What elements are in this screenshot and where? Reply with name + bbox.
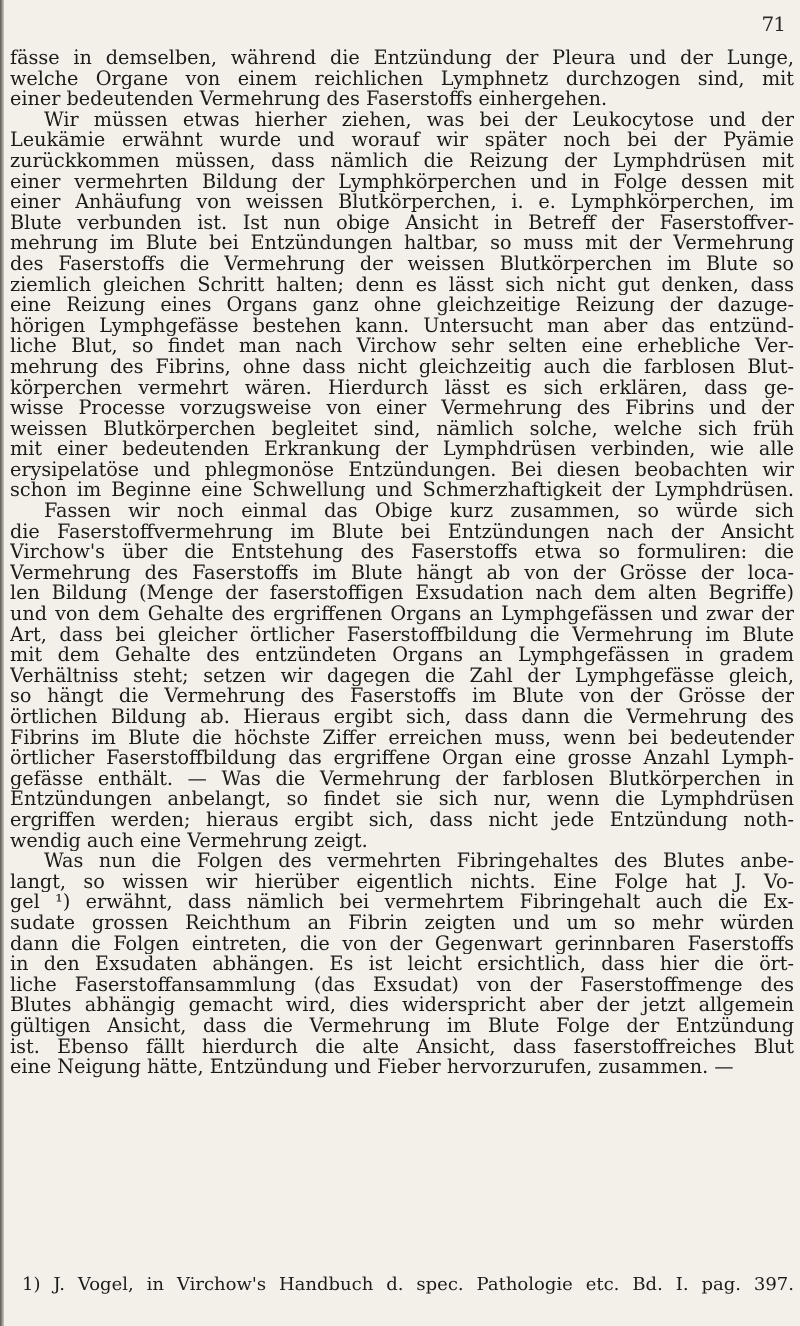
text-line: Was nun die Folgen des vermehrten Fibringehaltes des Blutes anbe- [44, 851, 794, 872]
text-line: Verhältniss steht; setzen wir dagegen die Zahl der Lymphgefässe gleich, [10, 665, 794, 687]
text-line: mehrung des Fibrins, ohne dass nicht gleichzeitig auch die farblosen Blut- [10, 356, 794, 378]
text-line: eine Reizung eines Organs ganz ohne gleichzeitige Reizung der dazuge- [10, 295, 794, 316]
text-line: örtlichen Bildung ab. Hieraus ergibt sich, dass dann die Vermehrung des [10, 707, 794, 728]
text-line: in den Exsudaten abhängen. Es ist leicht ersichtlich, dass hier die ört- [10, 954, 794, 975]
text-line: liche Faserstoffansammlung (das Exsudat) von der Faserstoffmenge des [10, 974, 794, 996]
text-line: körperchen vermehrt wären. Hierdurch lässt es sich erklären, dass ge- [10, 377, 794, 399]
text-line: erysipelatöse und phlegmonöse Entzündungen. Bei diesen beobachten wir [10, 459, 794, 481]
text-line: fässe in demselben, während die Entzündung der Pleura und der Lunge, [10, 48, 794, 69]
text-line: sudate grossen Reichthum an Fibrin zeigten und um so mehr würden [10, 912, 794, 934]
text-line: einer Anhäufung von weissen Blutkörperchen, i. e. Lymphkörperchen, im [10, 192, 794, 213]
text-line: mit einer bedeutenden Erkrankung der Lymphdrüsen verbinden, wie alle [10, 439, 794, 460]
text-line: Art, dass bei gleicher örtlicher Faserstoffbildung die Vermehrung im Blute [10, 624, 794, 646]
text-line: zurückkommen müssen, dass nämlich die Reizung der Lymphdrüsen mit [10, 150, 794, 172]
text-line: mit dem Gehalte des entzündeten Organs an Lymphgefässen in gradem [10, 645, 794, 666]
text-line: gel ¹) erwähnt, dass nämlich bei vermehrtem Fibringehalt auch die Ex- [10, 892, 794, 913]
text-line: Entzündungen anbelangt, so findet sie sich nur, wenn die Lymphdrüsen [10, 789, 794, 810]
text-line: einer bedeutenden Vermehrung des Faserstoffs einhergehen. [10, 89, 608, 110]
text-line: ist. Ebenso fällt hierdurch die alte Ansicht, dass faserstoffreiches Blut [10, 1036, 794, 1058]
text-line: mehrung im Blute bei Entzündungen haltbar, so muss mit der Vermehrung [10, 233, 794, 254]
text-line: len Bildung (Menge der faserstoffigen Exsudation nach dem alten Begriffe) [10, 583, 794, 605]
binding-edge [0, 0, 4, 1326]
text-line: hörigen Lymphgefässe bestehen kann. Untersucht man aber das entzünd- [10, 315, 794, 337]
text-line: und von dem Gehalte des ergriffenen Organs an Lymphgefässen und zwar der [10, 604, 794, 625]
text-line: Blutes abhängig gemacht wird, dies widerspricht aber der jetzt allgemein [10, 995, 794, 1016]
text-line: Virchow's über die Entstehung des Faserstoffs etwa so formuliren: die [10, 542, 794, 563]
text-line: einer vermehrten Bildung der Lymphkörperchen und in Folge dessen mit [10, 171, 794, 193]
text-line: wisse Processe vorzugsweise von einer Vermehrung des Fibrins und der [10, 398, 794, 419]
text-line: Wir müssen etwas hierher ziehen, was bei der Leukocytose und der [44, 109, 794, 131]
text-line: wendig auch eine Vermehrung zeigt. [10, 830, 368, 852]
text-line: dann die Folgen eintreten, die von der Gegenwart gerinnbaren Faserstoffs [10, 933, 794, 955]
text-line: welche Organe von einem reichlichen Lymphnetz durchzogen sind, mit [10, 68, 794, 90]
body-text [10, 48, 794, 1078]
text-line: des Faserstoffs die Vermehrung der weissen Blutkörperchen im Blute so [10, 253, 794, 275]
text-line: die Faserstoffvermehrung im Blute bei Entzündungen nach der Ansicht [10, 521, 794, 543]
footnote: 1) J. Vogel, in Virchow's Handbuch d. spec. Pathologie etc. Bd. I. pag. 397. [22, 1274, 794, 1295]
text-line: Vermehrung des Faserstoffs im Blute hängt ab von der Grösse der loca- [10, 562, 794, 584]
page-number: 71 [761, 12, 785, 36]
text-line: so hängt die Vermehrung des Faserstoffs im Blute von der Grösse der [10, 686, 794, 707]
text-line: Leukämie erwähnt wurde und worauf wir später noch bei der Pyämie [10, 130, 794, 151]
text-line: Fassen wir noch einmal das Obige kurz zusammen, so würde sich [44, 501, 794, 522]
text-line: eine Neigung hätte, Entzündung und Fieber hervorzurufen, zusammen. — [10, 1057, 734, 1078]
text-line: ergriffen werden; hieraus ergibt sich, dass nicht jede Entzündung noth- [10, 809, 794, 831]
text-line: langt, so wissen wir hierüber eigentlich nichts. Eine Folge hat J. Vo- [10, 871, 794, 893]
text-line: Blute verbunden ist. Ist nun obige Ansicht in Betreff der Faserstoffver- [10, 212, 794, 234]
text-line: Fibrins im Blute die höchste Ziffer erreichen muss, wenn bei bedeutender [10, 727, 794, 749]
text-line: weissen Blutkörperchen begleitet sind, nämlich solche, welche sich früh [10, 418, 794, 440]
text-line: gültigen Ansicht, dass die Vermehrung im Blute Folge der Entzündung [10, 1015, 794, 1037]
text-line: schon im Beginne eine Schwellung und Schmerzhaftigkeit der Lymphdrüsen. [10, 480, 794, 502]
text-line: ziemlich gleichen Schritt halten; denn es lässt sich nicht gut denken, dass [10, 274, 794, 296]
text-line: liche Blut, so findet man nach Virchow sehr selten eine erhebliche Ver- [10, 336, 794, 357]
text-line: örtlicher Faserstoffbildung das ergriffene Organ eine grosse Anzahl Lymph- [10, 748, 794, 769]
text-line: gefässe enthält. — Was die Vermehrung der farblosen Blutkörperchen in [10, 768, 794, 790]
